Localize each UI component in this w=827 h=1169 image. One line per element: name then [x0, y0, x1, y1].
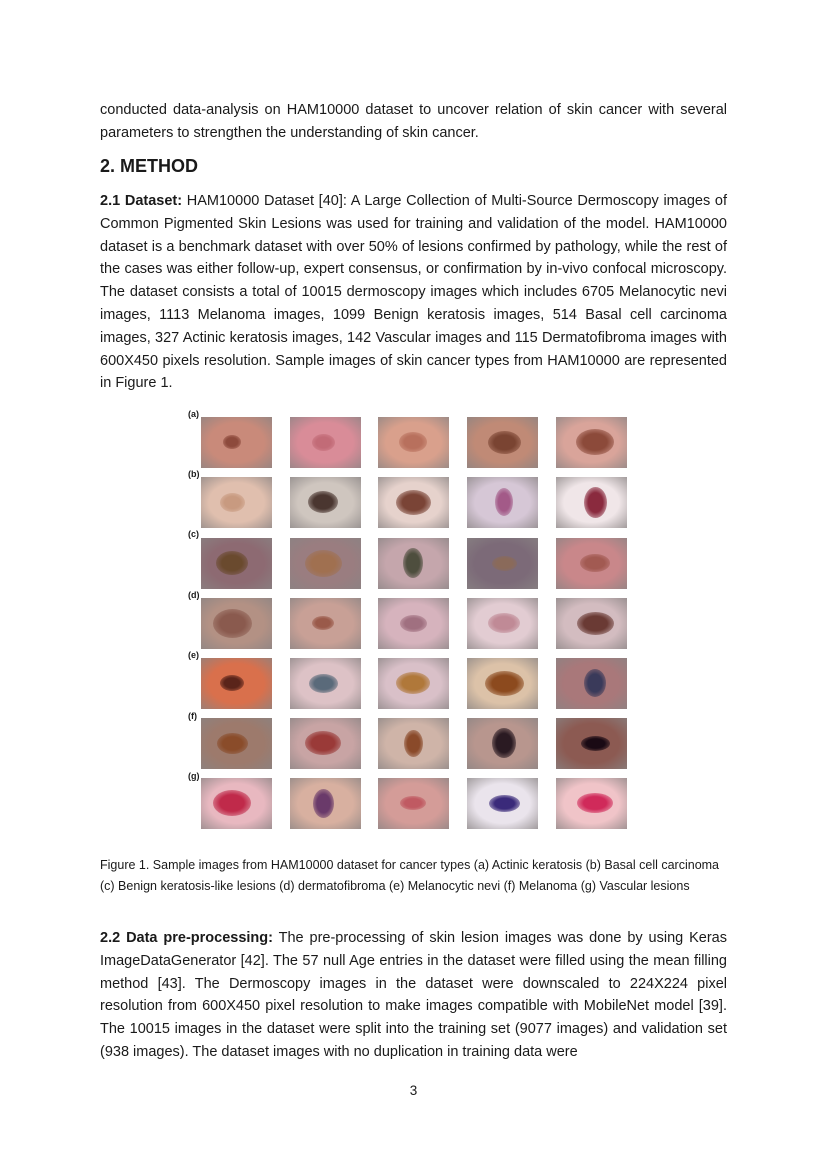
lesion-spot [399, 432, 427, 452]
lesion-spot [213, 609, 252, 638]
lesion-image [290, 417, 361, 468]
lesion-image [290, 778, 361, 829]
lesion-image [467, 538, 538, 589]
lesion-spot [577, 793, 613, 813]
lesion-image [201, 598, 272, 649]
preprocessing-paragraph [100, 927, 727, 1064]
lesion-image [467, 778, 538, 829]
lesion-spot [492, 728, 516, 758]
lesion-spot [403, 548, 423, 578]
lesion-spot [305, 550, 342, 577]
lesion-image [201, 658, 272, 709]
lesion-image [556, 598, 627, 649]
lesion-image [290, 598, 361, 649]
lesion-spot [305, 731, 341, 755]
figure-row-label: (a) [188, 409, 199, 419]
preprocessing-text: The pre-processing of skin lesion images was done by using Keras ImageDataGenerator [42]. The 57 null Age entries in the dataset were filled using the mean filling method [43]. The Dermoscopy images in the dataset were downscaled to 224X224 pixel resolution from 600X450 pixel resolution to make images compatible with MobileNet model [39]. The 10015 images in the dataset were split into the training set (9077 images) and validation set (938 images). The dataset images with no duplication in training data were [100, 930, 727, 1060]
lesion-image [201, 778, 272, 829]
lesion-image [378, 658, 449, 709]
lesion-image [201, 477, 272, 528]
lesion-spot [495, 488, 513, 516]
dataset-paragraph [100, 190, 727, 395]
lesion-image [556, 477, 627, 528]
lesion-spot [485, 671, 524, 696]
lesion-image [556, 417, 627, 468]
lesion-spot [577, 612, 614, 635]
dataset-label: 2.1 Dataset: [100, 193, 183, 209]
preprocessing-label: 2.2 Data pre-processing: [100, 930, 273, 946]
figure-row-label: (c) [188, 529, 199, 539]
section-heading: 2. METHOD [100, 156, 199, 176]
lesion-spot [580, 554, 610, 572]
lesion-image [467, 477, 538, 528]
lesion-spot [584, 669, 606, 697]
lesion-spot [581, 736, 610, 751]
lesion-image [556, 538, 627, 589]
lesion-spot [220, 493, 245, 512]
lesion-spot [313, 789, 334, 818]
figure-caption: Figure 1. Sample images from HAM10000 dataset for cancer types (a) Actinic keratosis (b) Basal cell carcinoma (c) Benign keratosis-like lesions (d) dermatofibroma (e) Melanocytic nevi (f) Melanoma (g) Vascular lesions [100, 858, 720, 893]
lesion-spot [400, 615, 427, 632]
intro-paragraph: conducted data-analysis on HAM10000 dataset to uncover relation of skin cancer with several parameters to strengthen the understanding of skin cancer. [100, 102, 727, 141]
lesion-image [290, 658, 361, 709]
lesion-image [378, 417, 449, 468]
lesion-image [201, 718, 272, 769]
lesion-spot [217, 733, 248, 754]
lesion-spot [584, 487, 607, 518]
lesion-spot [396, 490, 431, 515]
lesion-image [467, 598, 538, 649]
lesion-spot [488, 431, 521, 454]
lesion-image [290, 718, 361, 769]
page-number: 3 [409, 1083, 418, 1098]
lesion-image [467, 718, 538, 769]
lesion-image [467, 417, 538, 468]
lesion-image [556, 658, 627, 709]
lesion-spot [220, 675, 244, 691]
figure-row-label: (f) [188, 711, 197, 721]
lesion-image [556, 718, 627, 769]
lesion-spot [309, 674, 338, 693]
lesion-image [378, 718, 449, 769]
lesion-image [378, 598, 449, 649]
figure-row-label: (d) [188, 590, 200, 600]
lesion-image [290, 477, 361, 528]
lesion-spot [312, 434, 335, 451]
lesion-image [378, 538, 449, 589]
lesion-spot [216, 551, 248, 575]
lesion-spot [308, 491, 338, 513]
lesion-image [378, 778, 449, 829]
lesion-spot [223, 435, 241, 449]
lesion-image [556, 778, 627, 829]
dataset-text: HAM10000 Dataset [40]: A Large Collection of Multi-Source Dermoscopy images of Common Pigmented Skin Lesions was used for training and validation of the model. HAM10000 dataset is a benchmark dataset with over 50% of lesions confirmed by pathology, while the rest of the cases was either follow-up, expert consensus, or confirmation by in-vivo confocal microscopy. The dataset consists a total of 10015 dermoscopy images which includes 6705 Melanocytic nevi images, 1113 Melanoma images, 1099 Benign keratosis images, 514 Basal cell carcinoma images, 327 Actinic keratosis images, 142 Vascular images and 115 Dermatofibroma images with 600X450 pixels resolution. Sample images of skin cancer types from HAM10000 are represented in Figure 1. [100, 193, 727, 392]
lesion-spot [312, 616, 334, 630]
figure-row-label: (b) [188, 469, 200, 479]
lesion-image [201, 417, 272, 468]
lesion-image [290, 538, 361, 589]
lesion-spot [213, 790, 251, 816]
lesion-spot [492, 556, 517, 571]
figure-row-label: (e) [188, 650, 199, 660]
figure-row-label: (g) [188, 771, 200, 781]
lesion-spot [488, 613, 520, 633]
lesion-spot [404, 730, 423, 757]
lesion-image [467, 658, 538, 709]
lesion-spot [576, 429, 614, 455]
lesion-spot [396, 672, 430, 694]
lesion-image [201, 538, 272, 589]
lesion-image [378, 477, 449, 528]
lesion-spot [489, 795, 520, 812]
lesion-spot [400, 796, 426, 810]
